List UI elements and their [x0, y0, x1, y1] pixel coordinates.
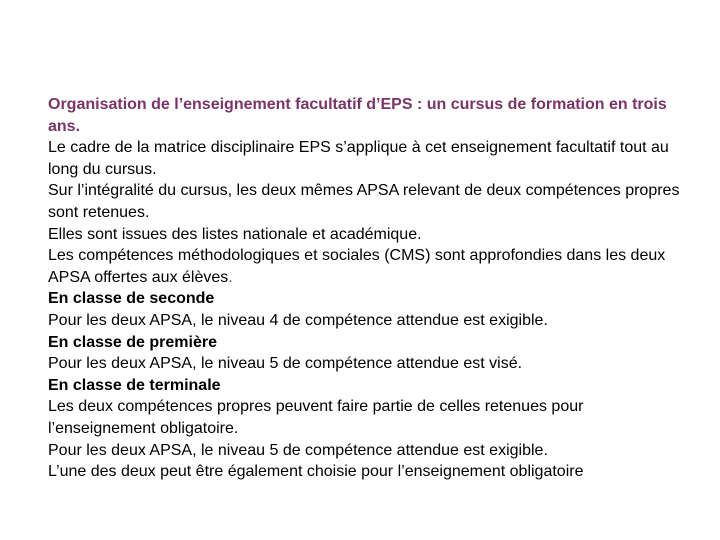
heading-premiere: En classe de première	[48, 333, 217, 351]
heading-terminale: En classe de terminale	[48, 376, 221, 394]
heading-seconde: En classe de seconde	[48, 290, 215, 308]
slide-title: Organisation de l’enseignement facultatif d’EPS : un cursus de formation en trois ans.	[48, 96, 667, 135]
intro-paragraph-3: Elles sont issues des listes nationale et académique.	[48, 225, 422, 243]
terminale-line-2: Pour les deux APSA, le niveau 5 de compétence attendue est exigible.	[48, 441, 548, 459]
terminale-line-1: Les deux compétences propres peuvent faire partie de celles retenues pour l’enseignement obligatoire.	[48, 398, 584, 437]
cms-text: Les compétences méthodologiques et sociales (CMS) sont approfondies dans les deux APSA offertes aux élèves	[48, 247, 666, 286]
seconde-line-1: Pour les deux APSA, le niveau 4 de compétence attendue est exigible.	[48, 311, 548, 329]
cms-paragraph	[48, 245, 688, 288]
cms-end-dot: .	[228, 268, 233, 286]
slide-body	[48, 94, 688, 483]
premiere-line-1: Pour les deux APSA, le niveau 5 de compétence attendue est visé.	[48, 355, 523, 373]
terminale-line-3: L’une des deux peut être également choisie pour l’enseignement obligatoire	[48, 463, 584, 481]
intro-paragraph-2: Sur l’intégralité du cursus, les deux mêmes APSA relevant de deux compétences propres sont retenues.	[48, 182, 680, 221]
intro-paragraph-1: Le cadre de la matrice disciplinaire EPS s’applique à cet enseignement facultatif tout au long du cursus.	[48, 139, 669, 178]
